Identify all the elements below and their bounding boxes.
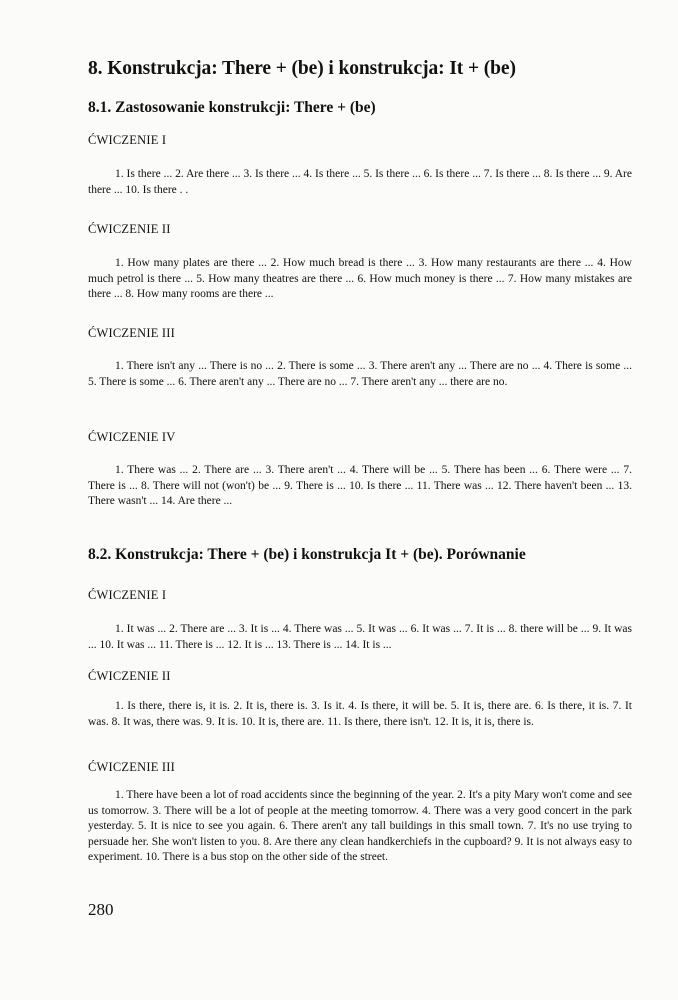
exercise-heading: ĆWICZENIE IV: [88, 430, 176, 444]
page-number: 280: [88, 900, 114, 919]
chapter-title: 8. Konstrukcja: There + (be) i konstrukcja: It + (be): [88, 58, 516, 79]
exercise-answers: 1. Is there ... 2. Are there ... 3. Is there ... 4. Is there ... 5. Is there ... 6. Is there ... 7. Is there ... 8. Is there ... 9. Are there ... 10. Is there . .: [88, 168, 632, 196]
exercise-answers: 1. Is there, there is, it is. 2. It is, there is. 3. Is it. 4. Is there, it will be. 5. It is, there are. 6. Is there, it is. 7. It was. 8. It was, there was. 9. It is. 10. It is, there are. 11. Is there, there isn't. 12. It is, it is, there is.: [88, 700, 632, 728]
exercise-heading: ĆWICZENIE I: [88, 588, 167, 602]
exercise-heading: ĆWICZENIE III: [88, 326, 175, 340]
exercise-heading: ĆWICZENIE III: [88, 760, 175, 774]
exercise-answers: 1. It was ... 2. There are ... 3. It is ... 4. There was ... 5. It was ... 6. It was ... 7. It is ... 8. there will be ... 9. It was ... 10. It was ... 11. There is ... 12. It is ... 13. There is ... 14. It is ...: [88, 623, 632, 651]
exercise-heading: ĆWICZENIE II: [88, 669, 171, 683]
exercise-heading: ĆWICZENIE II: [88, 222, 171, 236]
exercise-answers: 1. There was ... 2. There are ... 3. There aren't ... 4. There will be ... 5. There has been ... 6. There were ... 7. There is ... 8. There will not (won't) be ... 9. There is ... 10. Is there ... 11. There was ... 12. There haven't been ... 13. There wasn't ... 14. Are there ...: [88, 464, 632, 508]
section-title-8-1: 8.1. Zastosowanie konstrukcji: There + (be): [88, 99, 376, 116]
exercise-answers: 1. There have been a lot of road accidents since the beginning of the year. 2. It's a pity Mary won't come and see us tomorrow. 3. There will be a lot of people at the meeting tomorrow. 4. There was a very good concert in the park yesterday. 5. It is nice to see you again. 6. There aren't any tall buildings in this small town. 7. It's no use trying to persuade her. She won't listen to you. 8. Are there any clean handkerchiefs in the cupboard? 9. It is not always easy to experiment. 10. There is a bus stop on the other side of the street.: [88, 789, 632, 864]
section-title-8-2: 8.2. Konstrukcja: There + (be) i konstrukcja It + (be). Porównanie: [88, 546, 526, 563]
exercise-answers: 1. There isn't any ... There is no ... 2. There is some ... 3. There aren't any ... There are no ... 4. There is some ... 5. There is some ... 6. There aren't any ... There are no ... 7. There aren't any ... there are no.: [88, 360, 632, 388]
exercise-answers: 1. How many plates are there ... 2. How much bread is there ... 3. How many restaurants are there ... 4. How much petrol is there ... 5. How many theatres are there ... 6. How much money is there ... 7. How many mistakes are there ... 8. How many rooms are there ...: [88, 257, 632, 301]
exercise-heading: ĆWICZENIE I: [88, 133, 167, 147]
